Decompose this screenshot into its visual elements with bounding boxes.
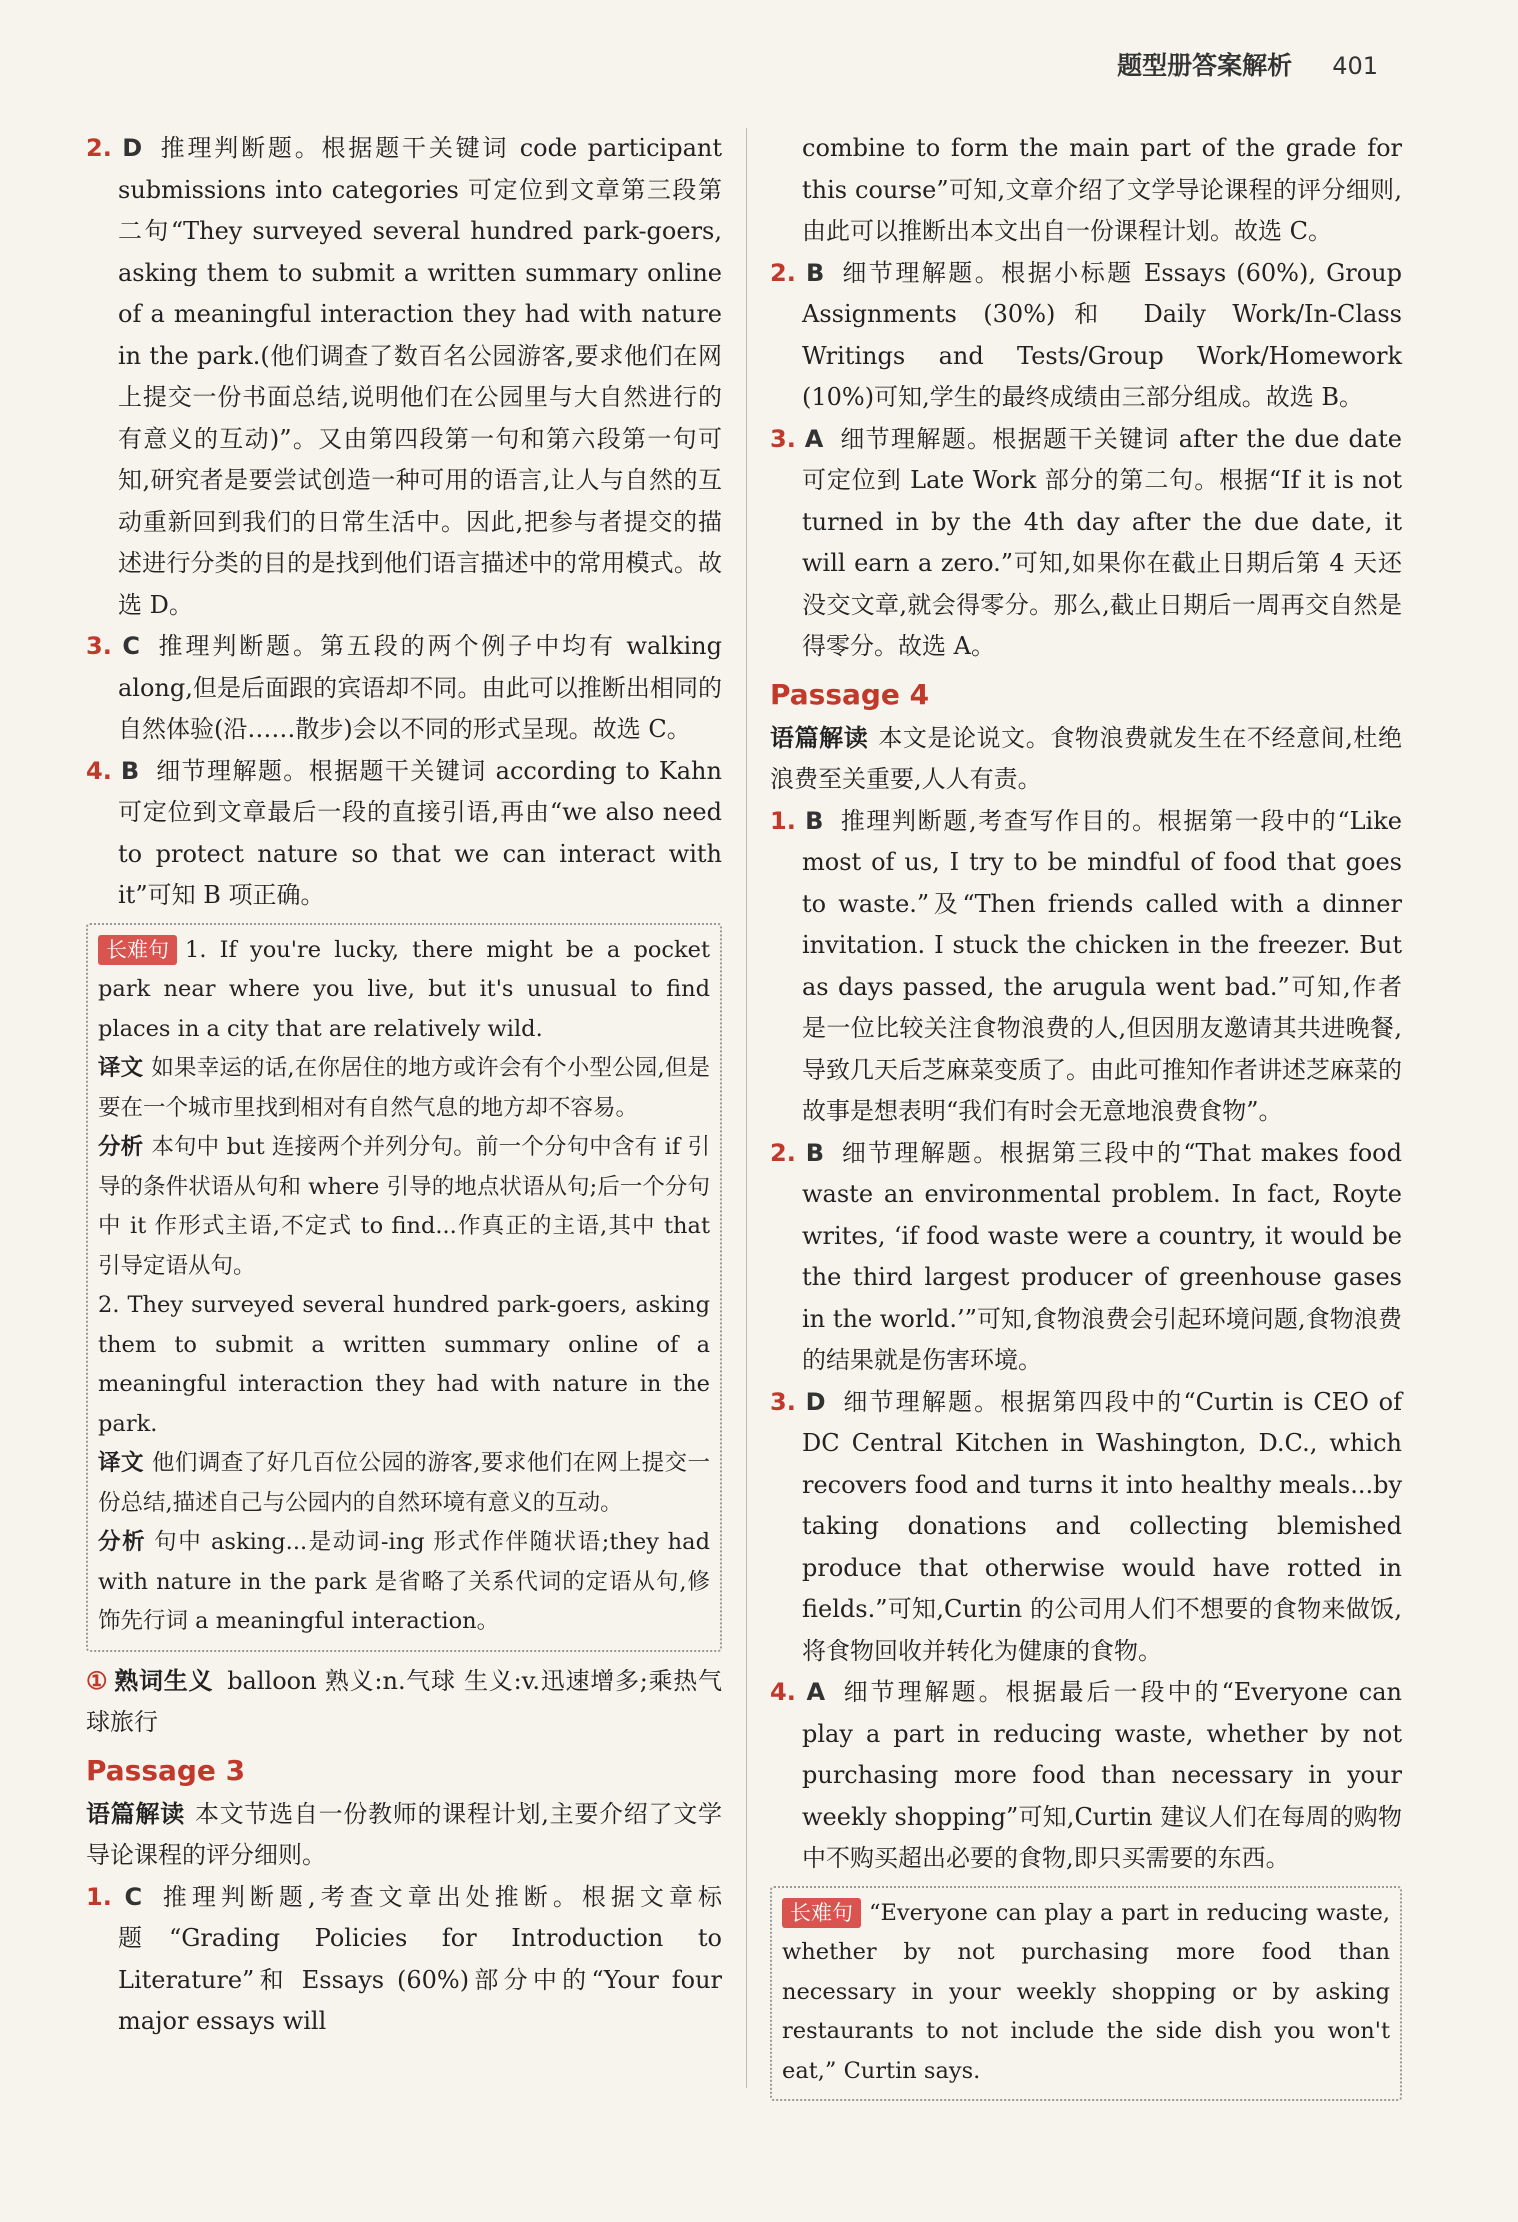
sentence-1-text: 1. If you're lucky, there might be a pocket park near where you live, but it's unusual to find places in a city that are relatively wild. <box>98 936 710 1042</box>
translation-text: 他们调查了好几百位公园的游客,要求他们在网上提交一份总结,描述自己与公园内的自然环境有意义的互动。 <box>98 1450 710 1516</box>
intro-label: 语篇解读 <box>86 1799 185 1828</box>
passage-3-title: Passage 3 <box>86 1753 246 1787</box>
answer-letter: D <box>805 1387 826 1416</box>
analysis-label: 分析 <box>98 1529 147 1555</box>
answer-item-p2-q2 <box>86 128 722 626</box>
passage-3-intro <box>86 1794 722 1877</box>
answer-explanation: 细节理解题。根据第三段中的“That makes food waste an environmental problem. In fact, Royte writes, ‘if food waste were a country, it would be the third largest producer of greenhouse gases in the world.’”可知,食物浪费会引起环境问题,食物浪费的结果就是伤害环境。 <box>802 1138 1402 1374</box>
header-title: 题型册答案解析 <box>1117 51 1293 80</box>
circle-number: ① <box>86 1665 109 1695</box>
answer-explanation: 细节理解题。根据最后一段中的“Everyone can play a part in reducing waste, whether by not purchasing more food than necessary in your weekly shopping”可知,Curtin 建议人们在每周的购物中不购买超出必要的食物,即只买需要的东西。 <box>802 1678 1402 1872</box>
analysis-text: 本句中 but 连接两个并列分句。前一个分句中含有 if 引导的条件状语从句和 where 引导的地点状语从句;后一个分句中 it 作形式主语,不定式 to find...作真正的主语,其中 that 引导定语从句。 <box>98 1134 710 1279</box>
sentence-2 <box>98 1286 710 1444</box>
difficult-sentence-tag: 长难句 <box>782 1898 861 1928</box>
answer-item-p4-q4 <box>770 1672 1402 1880</box>
sentence-1-analysis <box>98 1128 710 1286</box>
answer-explanation: 细节理解题。根据题干关键词 according to Kahn 可定位到文章最后一段的直接引语,再由“we also need to protect nature so that we can interact with it”可知 B 项正确。 <box>118 756 722 909</box>
answer-letter: A <box>804 424 824 453</box>
left-column <box>86 128 722 2043</box>
answer-item-p4-q3 <box>770 1382 1402 1673</box>
intro-text: 本文节选自一份教师的课程计划,主要介绍了文学导论课程的评分细则。 <box>86 1799 722 1869</box>
page-header <box>1117 46 1378 82</box>
answer-explanation: 细节理解题。根据题干关键词 after the due date 可定位到 Late Work 部分的第二句。根据“If it is not turned in by the 4th day after the due date, it will earn a zero.”可知,如果你在截止日期后第 4 天还没交文章,就会得零分。那么,截止日期后一周再交自然是得零分。故选 A。 <box>802 424 1402 660</box>
answer-explanation: 推理判断题,考查文章出处推断。根据文章标题“Grading Policies for Introduction to Literature”和 Essays (60%)部分中的“Your four major essays will <box>118 1882 722 2035</box>
vocab-label: 熟词生义 <box>114 1666 214 1695</box>
column-divider <box>746 128 747 2088</box>
difficult-sentence-box <box>86 923 722 1652</box>
answer-item-p3-q1 <box>86 1877 722 2043</box>
question-number: 3. <box>770 424 796 453</box>
answer-letter: C <box>124 1882 143 1911</box>
sentence-2-translation <box>98 1444 710 1523</box>
question-number: 2. <box>86 134 112 162</box>
answer-explanation: 推理判断题,考查写作目的。根据第一段中的“Like most of us, I try to be mindful of food that goes to waste.”及“Then friends called with a dinner invitation. I stuck the chicken in the freezer. But as days passed, the arugula went bad.”可知,作者是一位比较关注食物浪费的人,但因朋友邀请其共进晚餐,导致几天后芝麻菜变质了。由此可推知作者讲述芝麻菜的故事是想表明“我们有时会无意地浪费食物”。 <box>802 806 1402 1125</box>
difficult-sentence-tag: 长难句 <box>98 935 177 965</box>
answer-letter: A <box>806 1678 826 1706</box>
intro-text: 本文是论说文。食物浪费就发生在不经意间,杜绝浪费至关重要,人人有责。 <box>770 723 1403 793</box>
answer-explanation: 细节理解题。根据第四段中的“Curtin is CEO of DC Central Kitchen in Washington, D.C., which recovers food and turns it into healthy meals...by taking donations and collecting blemished produce that otherwise would have rotted in fields.”可知,Curtin 的公司用人们不想要的食物来做饭,将食物回收并转化为健康的食物。 <box>802 1387 1402 1665</box>
answer-explanation: 细节理解题。根据小标题 Essays (60%), Group Assignments (30%)和 Daily Work/In-Class Writings and Tests/Group Work/Homework (10%)可知,学生的最终成绩由三部分组成。故选 B。 <box>802 258 1402 411</box>
answer-item-p4-q1 <box>770 801 1402 1133</box>
question-number: 1. <box>770 806 796 835</box>
vocab-note <box>86 1660 722 1744</box>
answer-item-p2-q4 <box>86 751 722 917</box>
answer-explanation: 推理判断题。第五段的两个例子中均有 walking along,但是后面跟的宾语却不同。由此可以推断出相同的自然体验(沿……散步)会以不同的形式呈现。故选 C。 <box>118 632 722 743</box>
right-column <box>770 128 1402 2109</box>
question-number: 4. <box>770 1678 796 1706</box>
answer-letter: B <box>120 756 140 785</box>
question-number: 2. <box>770 258 796 287</box>
question-number: 3. <box>770 1387 796 1416</box>
sentence-1 <box>98 931 710 1050</box>
passage-4-title: Passage 4 <box>770 677 930 711</box>
sentence-text: “Everyone can play a part in reducing waste, whether by not purchasing more food than necessary in your weekly shopping or by asking restaurants to not include the side dish you won't eat,” Curtin says. <box>782 1899 1390 2084</box>
intro-label: 语篇解读 <box>770 723 869 752</box>
passage-4-intro <box>770 718 1402 801</box>
analysis-text: 句中 asking...是动词-ing 形式作伴随状语;they had with nature in the park 是省略了关系代词的定语从句,修饰先行词 a meaningful interaction。 <box>98 1529 710 1634</box>
answer-letter: B <box>805 258 825 287</box>
answer-letter: C <box>122 632 140 660</box>
translation-label: 译文 <box>98 1450 144 1476</box>
sentence-1 <box>782 1894 1390 2092</box>
answer-letter: B <box>805 806 824 835</box>
answer-item-p2-q3 <box>86 626 722 751</box>
translation-text: 如果幸运的话,在你居住的地方或许会有个小型公园,但是要在一个城市里找到相对有自然气息的地方却不容易。 <box>98 1055 710 1121</box>
translation-label: 译文 <box>98 1055 144 1081</box>
sentence-2-analysis <box>98 1523 710 1642</box>
answer-continuation: combine to form the main part of the grade for this course”可知,文章介绍了文学导论课程的评分细则,由此可以推断出本文出自一份课程计划。故选 C。 <box>802 134 1402 245</box>
question-number: 4. <box>86 756 112 785</box>
vocab-text: balloon 熟义:n.气球 生义:v.迅速增多;乘热气球旅行 <box>86 1666 722 1736</box>
answer-letter: B <box>805 1138 825 1167</box>
question-number: 2. <box>770 1138 796 1167</box>
difficult-sentence-box <box>770 1886 1402 2102</box>
question-number: 1. <box>86 1882 112 1911</box>
sentence-2-text: 2. They surveyed several hundred park-goers, asking them to submit a written summary online of a meaningful interaction they had with nature in the park. <box>98 1292 710 1437</box>
page-number: 401 <box>1332 52 1378 80</box>
answer-explanation: 推理判断题。根据题干关键词 code participant submissions into categories 可定位到文章第三段第二句“They surveyed several hundred park-goers, asking them to submit a written summary online of a meaningful interaction they had with nature in the park.(他们调查了数百名公园游客,要求他们在网上提交一份书面总结,说明他们在公园里与大自然进行的有意义的互动)”。又由第四段第一句和第六段第一句可知,研究者是要尝试创造一种可用的语言,让人与自然的互动重新回到我们的日常生活中。因此,把参与者提交的描述进行分类的目的是找到他们语言描述中的常用模式。故选 D。 <box>118 134 722 619</box>
answer-item-p4-q2 <box>770 1133 1402 1382</box>
analysis-label: 分析 <box>98 1134 144 1160</box>
answer-item-p3-q3 <box>770 419 1402 668</box>
answer-item-p3-q2 <box>770 253 1402 419</box>
sentence-1-translation <box>98 1049 710 1128</box>
question-number: 3. <box>86 632 112 660</box>
answer-letter: D <box>122 134 143 162</box>
